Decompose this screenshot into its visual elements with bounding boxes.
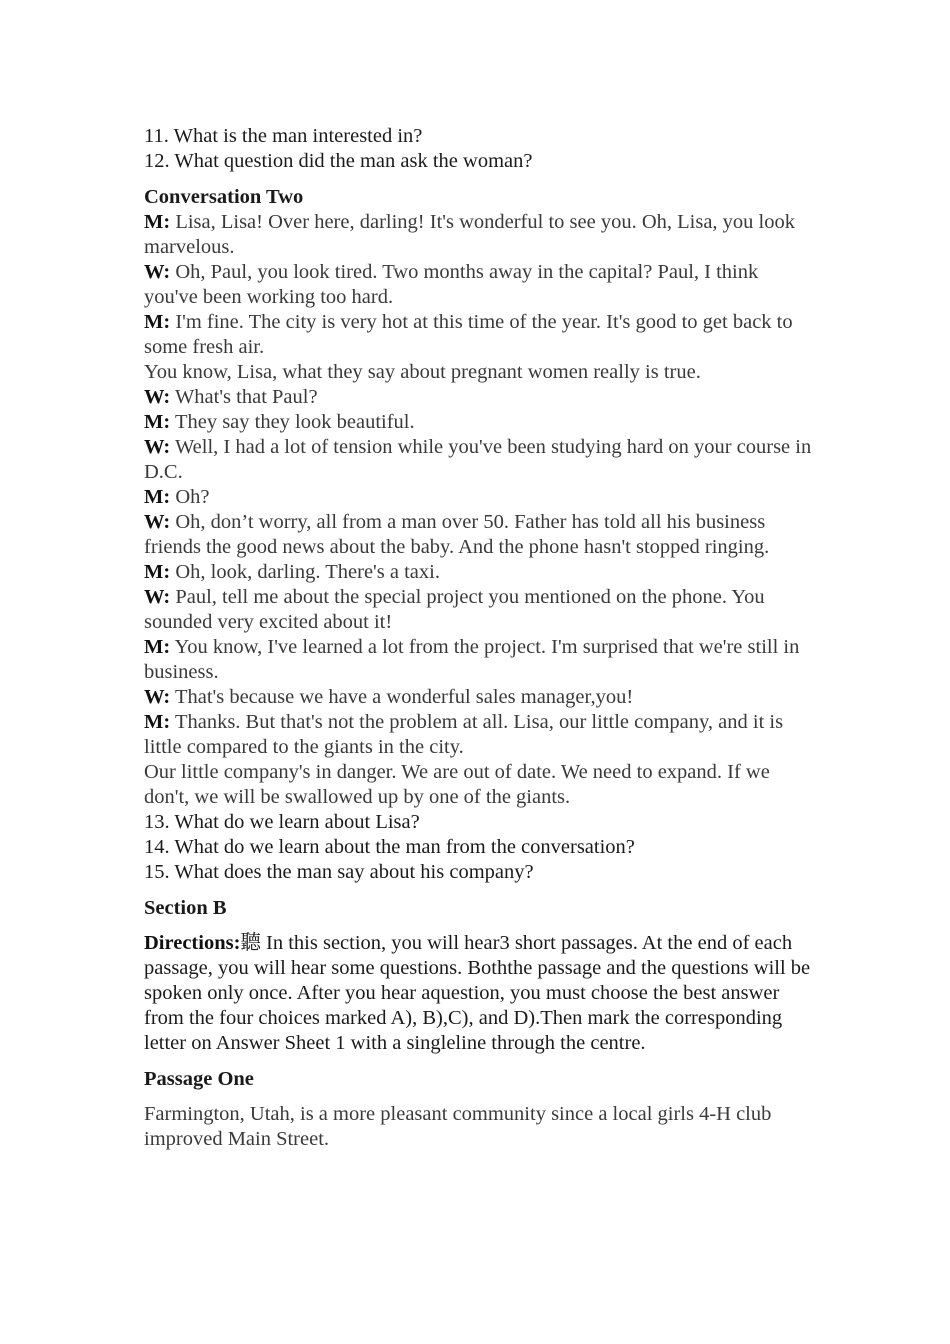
dialogue-line xyxy=(144,385,814,410)
dialogue-line xyxy=(144,560,814,585)
question-13: 13. What do we learn about Lisa? xyxy=(144,811,420,833)
dialogue-text: What's that Paul? xyxy=(170,386,318,408)
dialogue-line xyxy=(144,760,814,810)
dialogue-text: You know, Lisa, what they say about pregnant women really is true. xyxy=(144,361,701,383)
dialogue-line xyxy=(144,710,814,760)
question-14: 14. What do we learn about the man from the conversation? xyxy=(144,836,635,858)
dialogue-text: Thanks. But that's not the problem at all. Lisa, our little company, and it is little compared to the giants in the city. xyxy=(144,711,784,758)
speaker-label: M: xyxy=(144,561,171,583)
dialogue-text: You know, I've learned a lot from the project. I'm surprised that we're still in business. xyxy=(144,636,800,683)
document-page xyxy=(144,124,814,1152)
conversation-two-heading: Conversation Two xyxy=(144,186,304,208)
speaker-label: W: xyxy=(144,686,171,708)
dialogue-text: Oh? xyxy=(170,486,210,508)
dialogue-text: That's because we have a wonderful sales manager,you! xyxy=(170,686,634,708)
section-b-heading: Section B xyxy=(144,897,227,919)
dialogue-line xyxy=(144,485,814,510)
dialogue-text: Oh, don’t worry, all from a man over 50. Father has told all his business friends the good news about the baby. And the phone hasn't stopped ringing. xyxy=(144,511,770,558)
speaker-label: W: xyxy=(144,436,171,458)
dialogue-text: Oh, look, darling. There's a taxi. xyxy=(170,561,440,583)
dialogue-text: Oh, Paul, you look tired. Two months away in the capital? Paul, I think you've been working too hard. xyxy=(144,261,759,308)
dialogue-text: Lisa, Lisa! Over here, darling! It's wonderful to see you. Oh, Lisa, you look marvelous. xyxy=(144,211,795,258)
conversation-two-dialogue xyxy=(144,210,814,810)
speaker-label: W: xyxy=(144,261,171,283)
dialogue-text: Paul, tell me about the special project you mentioned on the phone. You sounded very excited about it! xyxy=(144,586,765,633)
dialogue-line xyxy=(144,685,814,710)
directions-label: Directions: xyxy=(144,932,241,954)
speaker-label: W: xyxy=(144,386,171,408)
dialogue-line xyxy=(144,410,814,435)
dialogue-line xyxy=(144,210,814,260)
dialogue-text: I'm fine. The city is very hot at this time of the year. It's good to get back to some fresh air. xyxy=(144,311,793,358)
speaker-label: M: xyxy=(144,486,171,508)
question-15: 15. What does the man say about his company? xyxy=(144,861,534,883)
dialogue-line xyxy=(144,260,814,310)
directions-text: 聽 In this section, you will hear3 short passages. At the end of each passage, you will hear some questions. Boththe passage and the questions will be spoken only once. After you hear aquestion, you must choose the best answer from the four choices marked A), B),C), and D).Then mark the corresponding letter on Answer Sheet 1 with a singleline through the centre. xyxy=(144,932,811,1054)
dialogue-line xyxy=(144,360,814,385)
dialogue-line xyxy=(144,585,814,635)
passage-one-heading: Passage One xyxy=(144,1068,254,1090)
question-12: 12. What question did the man ask the woman? xyxy=(144,150,533,172)
dialogue-line xyxy=(144,435,814,485)
speaker-label: M: xyxy=(144,311,171,333)
dialogue-text: Our little company's in danger. We are out of date. We need to expand. If we don't, we will be swallowed up by one of the giants. xyxy=(144,761,770,808)
directions-paragraph xyxy=(144,931,814,1056)
passage-one-text: Farmington, Utah, is a more pleasant community since a local girls 4-H club improved Main Street. xyxy=(144,1103,772,1150)
speaker-label: M: xyxy=(144,211,171,233)
dialogue-line xyxy=(144,510,814,560)
dialogue-text: Well, I had a lot of tension while you've been studying hard on your course in D.C. xyxy=(144,436,812,483)
speaker-label: W: xyxy=(144,511,171,533)
dialogue-text: They say they look beautiful. xyxy=(170,411,415,433)
dialogue-line xyxy=(144,635,814,685)
speaker-label: W: xyxy=(144,586,171,608)
speaker-label: M: xyxy=(144,411,171,433)
question-11: 11. What is the man interested in? xyxy=(144,125,423,147)
dialogue-line xyxy=(144,310,814,360)
speaker-label: M: xyxy=(144,636,171,658)
speaker-label: M: xyxy=(144,711,171,733)
